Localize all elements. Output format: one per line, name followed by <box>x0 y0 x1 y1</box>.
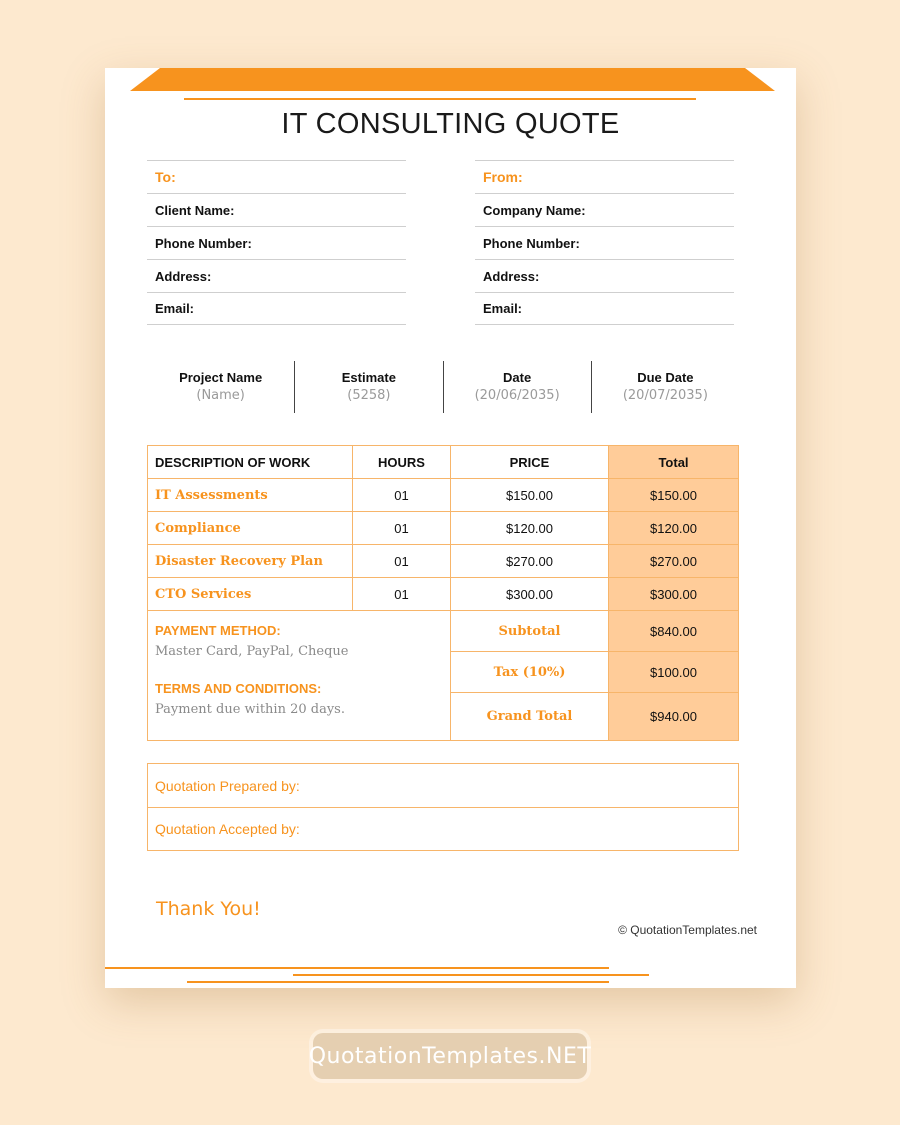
col-description: DESCRIPTION OF WORK <box>148 446 353 479</box>
col-price: PRICE <box>451 446 609 479</box>
meta-label: Estimate <box>341 370 396 385</box>
client-phone-field: Phone Number: <box>147 226 406 259</box>
top-accent-line <box>184 98 696 100</box>
item-price: $120.00 <box>451 512 609 545</box>
page-title: IT CONSULTING QUOTE <box>281 108 620 140</box>
col-total: Total <box>609 446 739 479</box>
accepted-by-field: Quotation Accepted by: <box>148 807 738 850</box>
bottom-accent-line <box>105 967 609 969</box>
meta-project-name <box>147 361 294 413</box>
tax-value: $100.00 <box>609 652 739 693</box>
payment-method-value: Master Card, PayPal, Cheque <box>155 644 349 659</box>
company-email-field: Email: <box>475 292 734 325</box>
prepared-by-field: Quotation Prepared by: <box>155 777 300 794</box>
meta-value: (20/06/2035) <box>474 388 560 403</box>
item-hours: 01 <box>353 512 451 545</box>
item-price: $300.00 <box>451 578 609 611</box>
item-hours: 01 <box>353 479 451 512</box>
item-description: IT Assessments <box>148 479 353 512</box>
item-total: $150.00 <box>609 479 739 512</box>
project-meta <box>147 361 739 413</box>
item-hours: 01 <box>353 545 451 578</box>
table-header-row <box>148 446 739 479</box>
item-total: $300.00 <box>609 578 739 611</box>
signature-box <box>147 763 739 851</box>
col-hours: HOURS <box>353 446 451 479</box>
subtotal-row <box>148 611 739 652</box>
meta-value: (5258) <box>347 388 391 403</box>
item-price: $150.00 <box>451 479 609 512</box>
table-row <box>148 545 739 578</box>
table-row <box>148 578 739 611</box>
meta-value: (20/07/2035) <box>622 388 708 403</box>
client-name-field: Client Name: <box>147 193 406 226</box>
table-row <box>148 512 739 545</box>
payment-method-label: PAYMENT METHOD: <box>155 623 281 638</box>
bottom-accent-line <box>293 974 649 976</box>
client-address-field: Address: <box>147 259 406 292</box>
quote-page <box>105 68 796 988</box>
item-description: Compliance <box>148 512 353 545</box>
from-heading: From: <box>475 160 734 193</box>
meta-date <box>443 361 591 413</box>
item-hours: 01 <box>353 578 451 611</box>
items-table <box>147 445 739 741</box>
company-phone-field: Phone Number: <box>475 226 734 259</box>
meta-estimate <box>294 361 442 413</box>
top-accent-bar <box>130 68 775 91</box>
grand-total-value: $940.00 <box>609 693 739 741</box>
item-description: CTO Services <box>148 578 353 611</box>
company-name-field: Company Name: <box>475 193 734 226</box>
terms-value: Payment due within 20 days. <box>155 702 345 717</box>
watermark-badge: QuotationTemplates.NET <box>313 1033 587 1079</box>
meta-label: Project Name <box>179 370 263 385</box>
to-heading: To: <box>147 160 406 193</box>
grand-total-label: Grand Total <box>451 693 609 741</box>
meta-value: (Name) <box>196 388 245 403</box>
company-address-field: Address: <box>475 259 734 292</box>
from-section <box>475 160 734 325</box>
item-description: Disaster Recovery Plan <box>148 545 353 578</box>
item-total: $120.00 <box>609 512 739 545</box>
thank-you-text: Thank You! <box>156 898 261 920</box>
table-row <box>148 479 739 512</box>
subtotal-label: Subtotal <box>451 611 609 652</box>
client-email-field: Email: <box>147 292 406 325</box>
meta-label: Date <box>503 370 532 385</box>
copyright-text: © QuotationTemplates.net <box>618 923 757 937</box>
payment-terms-cell <box>148 611 451 741</box>
to-section <box>147 160 406 325</box>
item-price: $270.00 <box>451 545 609 578</box>
tax-label: Tax (10%) <box>451 652 609 693</box>
meta-due-date <box>591 361 739 413</box>
terms-label: TERMS AND CONDITIONS: <box>155 681 322 696</box>
meta-label: Due Date <box>637 370 694 385</box>
bottom-accent-line <box>187 981 609 983</box>
item-total: $270.00 <box>609 545 739 578</box>
subtotal-value: $840.00 <box>609 611 739 652</box>
